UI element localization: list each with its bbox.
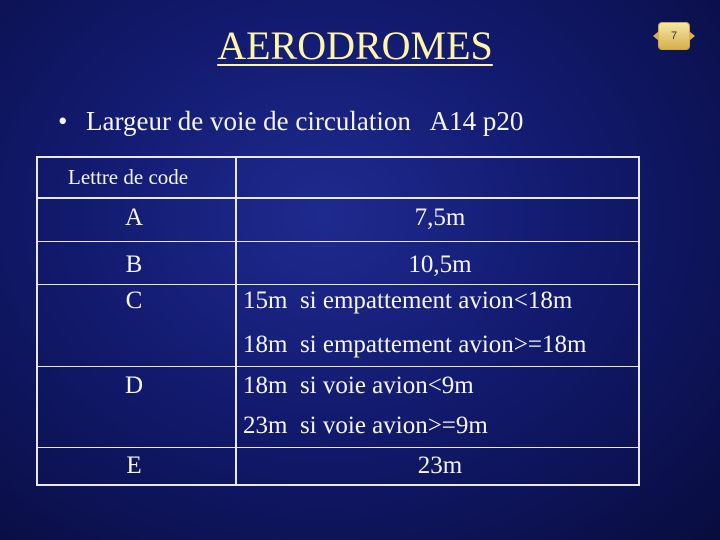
bullet-line — [58, 106, 523, 137]
table-header-divider — [36, 197, 640, 199]
table-row-divider — [36, 447, 640, 448]
table-row-divider — [36, 241, 640, 242]
table-cell-width: 23m — [417, 452, 463, 479]
table-cell-letter: E — [126, 452, 142, 479]
table-cell-width: 10,5m — [408, 251, 472, 278]
bullet-icon: • — [58, 106, 68, 136]
slide-title: AERODROMES — [217, 23, 493, 68]
table-cell-width: 7,5m — [414, 204, 466, 231]
table-cell-letter: C — [125, 287, 143, 314]
table-cell-width: 23m si voie avion>=9m — [243, 412, 488, 439]
table-cell-letter: A — [124, 204, 144, 231]
table-row-divider — [36, 366, 640, 367]
bullet-text: Largeur de voie de circulation A14 p20 — [86, 106, 524, 136]
table-cell-width: 15m si empattement avion<18m — [243, 287, 573, 314]
page-number-badge — [658, 22, 690, 50]
table-cell-letter: B — [125, 251, 143, 278]
table-row-divider — [36, 284, 640, 285]
table-header-code-letter: Lettre de code — [68, 165, 189, 189]
table-cell-width: 18m si voie avion<9m — [243, 372, 474, 399]
table-cell-width: 18m si empattement avion>=18m — [243, 331, 587, 358]
page-number: 7 — [670, 30, 678, 42]
table-column-divider — [235, 156, 237, 486]
table-cell-letter: D — [124, 372, 144, 399]
